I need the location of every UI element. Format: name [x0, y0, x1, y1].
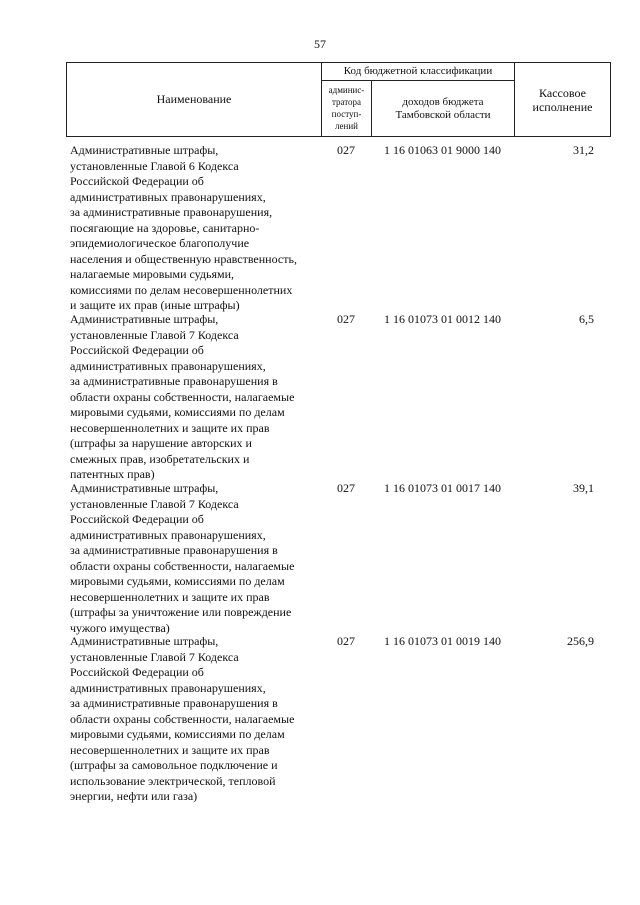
row-name-line: за административные правонарушения в [70, 543, 278, 557]
row-name-line: (штрафы за уничтожение или повреждение [70, 605, 292, 619]
row-income-code: 1 16 01073 01 0019 140 [384, 634, 501, 648]
header-admin-line: лений [335, 121, 358, 131]
row-name-line: административных правонарушениях, [70, 680, 266, 695]
row-name-line: установленные Главой 7 Кодекса [70, 327, 239, 342]
row-income-code: 1 16 01073 01 0017 140 [384, 481, 501, 495]
row-name-line: установленные Главой 7 Кодекса [70, 649, 239, 664]
header-kbk: Код бюджетной классификации [322, 63, 515, 81]
row-name-line: несовершеннолетних и защите их прав [70, 742, 270, 757]
row-name-line: мировыми судьями, комиссиями по делам [70, 727, 285, 741]
row-income-code: 1 16 01073 01 0012 140 [384, 312, 501, 326]
row-name [70, 143, 320, 314]
row-name-line: Российской Федерации об [70, 174, 204, 188]
row-name-line: мировыми судьями, комиссиями по делам [70, 405, 285, 419]
row-name-line: посягающие на здоровье, санитарно- [70, 220, 260, 235]
header-income-line: Тамбовской области [395, 108, 491, 121]
row-name-line: населения и общественную нравственность, [70, 251, 297, 266]
row-amount: 256,9 [567, 634, 594, 648]
row-admin-code: 027 [337, 312, 355, 326]
row-name-line: Российской Федерации об [70, 343, 204, 357]
header-income [372, 81, 515, 136]
row-name-line: и защите их прав (иные штрафы) [70, 298, 240, 312]
row-name-line: установленные Главой 7 Кодекса [70, 496, 239, 511]
row-name [70, 634, 320, 805]
row-name-line: смежных прав, изобретательских и [70, 451, 250, 466]
row-admin-code: 027 [337, 634, 355, 648]
row-name-line: мировыми судьями, комиссиями по делам [70, 574, 285, 588]
header-income-line: доходов бюджета [402, 95, 484, 108]
header-admin-line: админис- [328, 85, 365, 95]
row-name-line: установленные Главой 6 Кодекса [70, 158, 239, 173]
row-name-line: за административные правонарушения, [70, 205, 273, 219]
row-name-line: административных правонарушениях, [70, 358, 266, 373]
header-admin-line: тратора [331, 97, 362, 107]
header-execution [515, 63, 610, 136]
row-income-code: 1 16 01063 01 9000 140 [384, 143, 501, 157]
row-name-line: чужого имущества) [70, 620, 170, 635]
row-name-line: использование электрической, тепловой [70, 773, 276, 788]
header-admin [322, 81, 372, 136]
header-exec-line: Кассовое [539, 85, 586, 100]
row-name-line: Российской Федерации об [70, 512, 204, 526]
row-amount: 6,5 [579, 312, 594, 326]
header-exec-line: исполнение [532, 99, 593, 114]
row-name-line: Административные штрафы, [70, 143, 219, 157]
row-admin-code: 027 [337, 481, 355, 495]
table-header [66, 62, 611, 137]
row-name-line: (штрафы за самовольное подключение и [70, 758, 278, 772]
row-name-line: области охраны собственности, налагаемые [70, 711, 295, 726]
row-name-line: области охраны собственности, налагаемые [70, 389, 295, 404]
row-name-line: налагаемые мировыми судьями, [70, 267, 235, 281]
row-amount: 39,1 [573, 481, 594, 495]
row-name-line: Административные штрафы, [70, 481, 219, 495]
row-name [70, 312, 320, 483]
row-amount: 31,2 [573, 143, 594, 157]
row-name-line: за административные правонарушения в [70, 374, 278, 388]
row-name-line: Административные штрафы, [70, 312, 219, 326]
row-name-line: Российской Федерации об [70, 665, 204, 679]
row-name-line: области охраны собственности, налагаемые [70, 558, 295, 573]
row-name-line: эпидемиологическое благополучие [70, 236, 250, 250]
row-name-line: комиссиями по делам несовершеннолетних [70, 282, 293, 297]
row-name-line: энергии, нефти или газа) [70, 789, 198, 803]
header-admin-line: поступ- [331, 109, 362, 119]
row-name-line: административных правонарушениях, [70, 527, 266, 542]
row-name-line: (штрафы за нарушение авторских и [70, 436, 252, 450]
row-name-line: административных правонарушениях, [70, 189, 266, 204]
row-name-line: патентных прав) [70, 467, 155, 481]
row-name-line: несовершеннолетних и защите их прав [70, 420, 270, 435]
row-name [70, 481, 320, 636]
row-name-line: за административные правонарушения в [70, 696, 278, 710]
header-name: Наименование [67, 63, 322, 136]
row-name-line: несовершеннолетних и защите их прав [70, 589, 270, 604]
row-name-line: Административные штрафы, [70, 634, 219, 648]
row-admin-code: 027 [337, 143, 355, 157]
page-number: 57 [314, 37, 326, 51]
